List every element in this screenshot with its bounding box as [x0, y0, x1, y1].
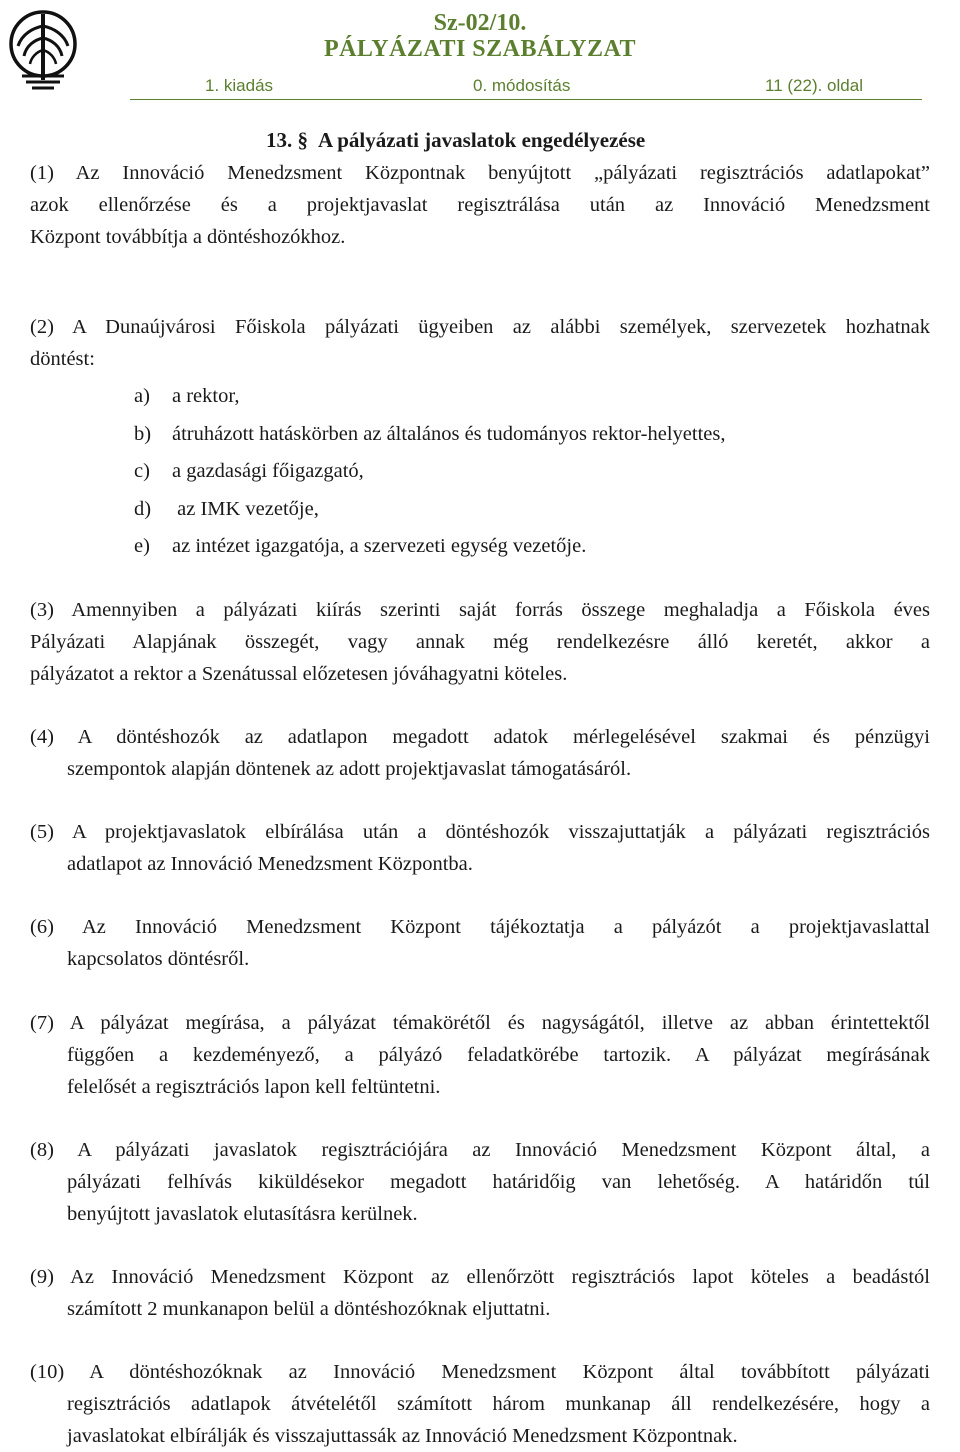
list-text: a gazdasági főigazgató, — [172, 460, 364, 482]
paragraph-text: A pályázat megírása, a pályázat témakörétől és nagyságától, illetve az abban érintettektől — [69, 1012, 930, 1034]
paragraph-line: pályázatot a rektor a Szenátussal előzetesen jóváhagyatni köteles. — [30, 663, 568, 685]
paragraph-line: javaslatokat elbírálják és visszajuttassák az Innováció Menedzsment Központnak. — [67, 1425, 738, 1447]
document-title: PÁLYÁZATI SZABÁLYZAT — [323, 36, 637, 62]
paragraph-5 — [30, 816, 930, 880]
paragraph-6 — [30, 911, 930, 975]
paragraph-line — [30, 1007, 930, 1039]
list-text: átruházott hatáskörben az általános és tudományos rektor-helyettes, — [172, 422, 726, 445]
list-label: a) — [134, 385, 150, 407]
paragraph-line: Pályázati Alapjának összegét, vagy annak még rendelkezésre álló keretét, akkor a — [30, 631, 930, 653]
section-title: A pályázati javaslatok engedélyezése — [318, 128, 646, 152]
paragraph-text: A pályázati javaslatok regisztrációjára az Innováció Menedzsment Központ által, a — [77, 1139, 930, 1161]
list-label: d) — [134, 497, 152, 520]
list-text: az intézet igazgatója, a szervezeti egység vezetője. — [172, 535, 587, 557]
paragraph-number: (1) — [30, 162, 54, 184]
paragraph-3 — [30, 594, 930, 690]
paragraph-4 — [30, 721, 930, 785]
edition-label: 1. kiadás — [205, 76, 274, 95]
paragraph-line: felelősét a regisztrációs lapon kell feltüntetni. — [67, 1076, 441, 1098]
paragraph-line: azok ellenőrzése és a projektjavaslat regisztrálása után az Innováció Menedzsment — [30, 194, 930, 216]
paragraph-line: pályázati felhívás kiküldésekor megadott határidőig van lehetőség. A határidőn túl — [67, 1171, 930, 1193]
paragraph-text: Az Innováció Menedzsment Központnak benyújtott „pályázati regisztrációs adatlapokat” — [75, 162, 930, 184]
paragraph-line — [30, 1356, 930, 1388]
paragraph-line — [30, 816, 930, 848]
paragraph-text: A döntéshozók az adatlapon megadott adatok mérlegelésével szakmai és pénzügyi — [77, 726, 930, 748]
paragraph-line — [30, 911, 930, 943]
paragraph-line: szempontok alapján döntenek az adott projektjavaslat támogatásáról. — [67, 758, 632, 780]
page-number: 11 (22). oldal — [765, 76, 863, 95]
modification-label: 0. módosítás — [473, 76, 571, 95]
list-text: a rektor, — [172, 385, 240, 407]
paragraph-line — [30, 1261, 930, 1293]
paragraph-line: számított 2 munkanapon belül a döntéshozóknak eljuttatni. — [67, 1298, 551, 1320]
paragraph-number: (5) — [30, 821, 54, 843]
paragraph-text: Az Innováció Menedzsment Központ tájékoztatja a pályázót a projektjavaslattal — [81, 916, 930, 938]
list-text: az IMK vezetője, — [172, 497, 319, 520]
paragraph-10 — [30, 1356, 930, 1452]
paragraph-number: (8) — [30, 1139, 54, 1161]
paragraph-line: kapcsolatos döntésről. — [67, 948, 250, 970]
paragraph-text: A projektjavaslatok elbírálása után a döntéshozók visszajuttatják a pályázati regisztrációs — [71, 821, 930, 843]
list-label: c) — [134, 460, 150, 482]
list-item — [134, 491, 725, 529]
paragraph-line — [30, 157, 930, 189]
paragraph-text: Amennyiben a pályázati kiírás szerinti saját forrás összege meghaladja a Főiskola éves — [71, 599, 930, 621]
list-item — [134, 528, 725, 566]
section-number: 13. § — [266, 128, 308, 152]
paragraph-number: (10) — [30, 1361, 65, 1383]
list-label: e) — [134, 535, 150, 557]
header-divider — [130, 99, 922, 100]
paragraph-line: függően a kezdeményező, a pályázó feladatkörébe tartozik. A pályázat megírásának — [67, 1044, 930, 1066]
section-heading — [266, 128, 645, 153]
paragraph-line — [30, 1134, 930, 1166]
paragraph-number: (2) — [30, 316, 54, 338]
decision-makers-list — [134, 378, 725, 566]
paragraph-2 — [30, 311, 930, 375]
document-code: Sz-02/10. — [433, 10, 527, 36]
paragraph-line — [30, 594, 930, 626]
paragraph-line: adatlapot az Innováció Menedzsment Központba. — [67, 853, 473, 875]
paragraph-9 — [30, 1261, 930, 1325]
paragraph-line: döntést: — [30, 348, 95, 370]
paragraph-line: regisztrációs adatlapok átvételétől számított három munkanap áll rendelkezésére, hogy a — [67, 1393, 930, 1415]
paragraph-text: Az Innováció Menedzsment Központ az ellenőrzött regisztrációs lapot köteles a beadástól — [70, 1266, 930, 1288]
list-item — [134, 453, 725, 491]
paragraph-line: benyújtott javaslatok elutasításra kerülnek. — [67, 1203, 418, 1225]
list-item — [134, 378, 725, 416]
list-label: b) — [134, 422, 152, 445]
paragraph-1 — [30, 157, 930, 253]
paragraph-number: (3) — [30, 599, 54, 621]
paragraph-line: Központ továbbítja a döntéshozókhoz. — [30, 226, 346, 248]
paragraph-number: (6) — [30, 916, 54, 938]
paragraph-number: (7) — [30, 1012, 54, 1034]
paragraph-7 — [30, 1007, 930, 1103]
paragraph-text: A döntéshozóknak az Innováció Menedzsment Központ által továbbított pályázati — [89, 1361, 930, 1383]
paragraph-line — [30, 311, 930, 343]
paragraph-text: A Dunaújvárosi Főiskola pályázati ügyeiben az alábbi személyek, szervezetek hozhatnak — [72, 316, 930, 338]
paragraph-number: (4) — [30, 726, 54, 748]
paragraph-number: (9) — [30, 1266, 54, 1288]
list-item — [134, 416, 725, 454]
paragraph-8 — [30, 1134, 930, 1230]
paragraph-line — [30, 721, 930, 753]
